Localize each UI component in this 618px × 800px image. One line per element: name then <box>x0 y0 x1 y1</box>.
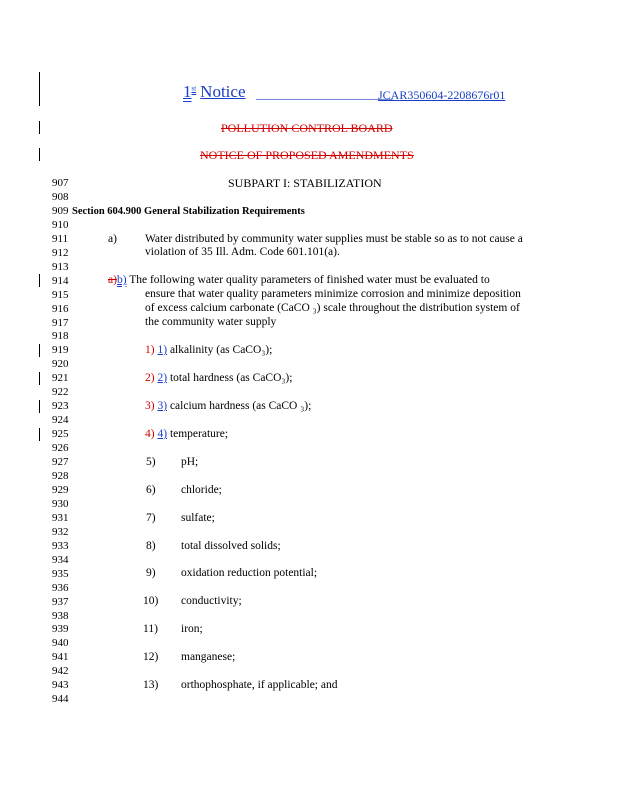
line-number: 910 <box>52 218 69 231</box>
item-text: pH; <box>181 456 199 468</box>
change-bar <box>39 72 40 106</box>
item-text: total hardness (as CaCO₃); <box>167 372 293 384</box>
line-number: 924 <box>52 414 69 427</box>
line-number: 919 <box>52 344 69 357</box>
line-number: 931 <box>52 511 69 524</box>
item-text: calcium hardness (as CaCO ₃); <box>167 400 312 412</box>
section-title: Section 604.900 General Stabilization Requirements <box>72 206 305 217</box>
para-b-line: ensure that water quality parameters minimize corrosion and minimize deposition <box>145 288 521 300</box>
item-number: 11) <box>143 623 158 635</box>
line-number: 914 <box>52 274 69 287</box>
item-text: conductivity; <box>181 595 242 607</box>
line-number: 934 <box>52 553 69 566</box>
line-number: 938 <box>52 609 69 622</box>
item-text: sulfate; <box>181 512 215 524</box>
line-number: 923 <box>52 400 69 413</box>
line-number: 941 <box>52 651 69 664</box>
item-text: total dissolved solids; <box>181 540 281 552</box>
change-bar <box>39 274 40 287</box>
line-number: 913 <box>52 260 69 273</box>
item-text: temperature; <box>167 428 229 440</box>
line-number: 918 <box>52 330 69 343</box>
line-number: 921 <box>52 372 69 385</box>
line-number: 926 <box>52 442 69 455</box>
change-bar <box>39 400 40 413</box>
line-number: 927 <box>52 456 69 468</box>
change-bar <box>39 344 40 357</box>
notice-title: NOTICE OF PROPOSED AMENDMENTS <box>200 148 414 162</box>
item-new-number: 1) <box>157 344 168 356</box>
line-number: 939 <box>52 623 69 636</box>
line-number: 940 <box>52 637 69 650</box>
item-text: alkalinity (as CaCO₃); <box>167 344 273 356</box>
line-number: 929 <box>52 483 69 496</box>
item-new-number: 3) <box>157 400 168 412</box>
subpart-title: SUBPART I: STABILIZATION <box>228 176 382 190</box>
list-item <box>145 428 228 441</box>
item-number: 7) <box>146 512 156 524</box>
item-number: 9) <box>146 567 156 579</box>
para-b-line: the community water supply <box>145 316 277 328</box>
item-old-number: 3) <box>145 400 155 412</box>
line-number: 911 <box>52 232 69 245</box>
line-number: 932 <box>52 525 69 538</box>
line-number: 922 <box>52 386 69 399</box>
item-number: 5) <box>146 456 156 468</box>
jcar-code: JCAR350604-2208676r01 <box>378 88 506 102</box>
item-old-number: 2) <box>145 372 155 384</box>
line-number: 942 <box>52 665 69 678</box>
para-b-new-label: b) <box>116 274 127 286</box>
change-bar <box>39 148 40 161</box>
list-item <box>145 344 272 357</box>
list-item <box>145 400 311 413</box>
line-number: 908 <box>52 190 69 203</box>
item-new-number: 4) <box>157 428 168 440</box>
para-b-line: of excess calcium carbonate (CaCO ₃) scale throughout the distribution system of <box>145 302 520 314</box>
item-number: 6) <box>146 484 156 496</box>
change-bar <box>39 372 40 385</box>
item-text: manganese; <box>181 651 236 663</box>
item-number: 10) <box>143 595 159 607</box>
item-old-number: 1) <box>145 344 155 356</box>
list-item <box>145 372 292 385</box>
item-old-number: 4) <box>145 428 155 440</box>
para-b-first-line <box>108 274 490 287</box>
line-number: 912 <box>52 246 69 259</box>
line-number: 944 <box>52 693 69 706</box>
para-a-label: a) <box>108 233 117 245</box>
item-text: chloride; <box>181 484 222 496</box>
blank-underline: _____________________ <box>256 86 393 101</box>
line-number: 935 <box>52 567 69 580</box>
line-number: 917 <box>52 316 69 329</box>
para-b-text: The following water quality parameters of finished water must be evaluated to <box>126 274 490 286</box>
board-name: POLLUTION CONTROL BOARD <box>221 121 393 135</box>
item-number: 12) <box>143 651 159 663</box>
line-number: 907 <box>52 177 69 189</box>
line-number: 943 <box>52 679 69 692</box>
notice-label: Notice <box>200 82 246 101</box>
line-number: 916 <box>52 302 69 315</box>
line-number: 937 <box>52 595 69 608</box>
line-number: 936 <box>52 581 69 594</box>
item-text: orthophosphate, if applicable; and <box>181 679 338 691</box>
line-number: 930 <box>52 497 69 510</box>
para-a-line: violation of 35 Ill. Adm. Code 601.101(a). <box>145 246 340 258</box>
change-bar <box>39 428 40 441</box>
item-number: 13) <box>143 679 159 691</box>
line-number: 909 <box>52 204 69 217</box>
line-number: 933 <box>52 539 69 552</box>
item-text: iron; <box>181 623 203 635</box>
item-number: 8) <box>146 540 156 552</box>
para-a-line: Water distributed by community water supplies must be stable so as to not cause a <box>145 233 523 245</box>
item-text: oxidation reduction potential; <box>181 567 318 579</box>
line-number: 915 <box>52 288 69 301</box>
notice-suffix: st <box>191 84 197 93</box>
line-number: 925 <box>52 428 69 441</box>
line-number: 928 <box>52 469 69 482</box>
item-new-number: 2) <box>157 372 168 384</box>
notice-header <box>183 82 246 102</box>
notice-number: 1 <box>183 82 192 101</box>
line-number: 920 <box>52 358 69 371</box>
para-b-old-label: a) <box>108 274 117 286</box>
change-bar <box>39 121 40 134</box>
